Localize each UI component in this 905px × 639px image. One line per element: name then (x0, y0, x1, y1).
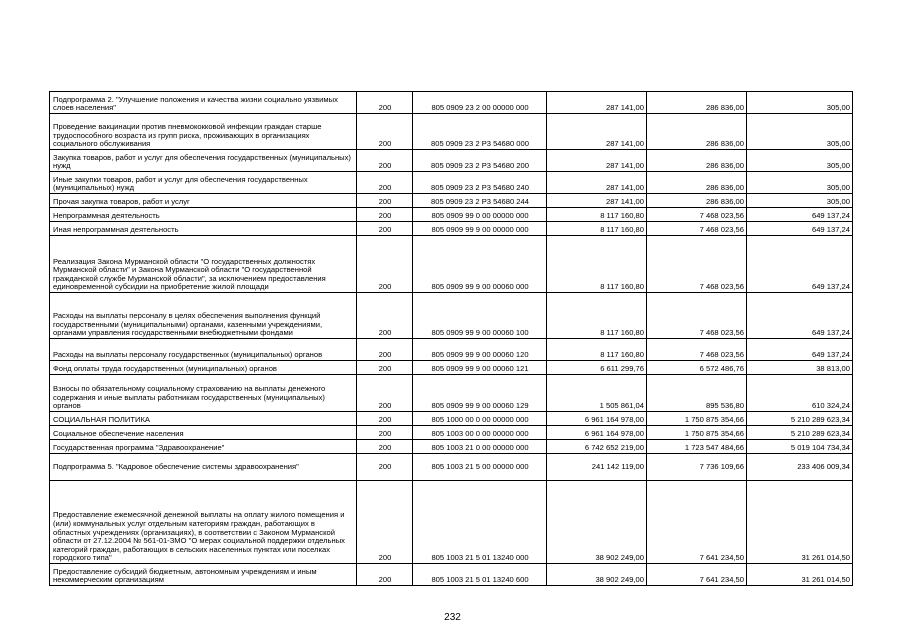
row-amount-executed: 7 468 023,56 (647, 208, 747, 222)
row-amount-approved: 8 117 160,80 (547, 222, 647, 236)
row-amount-approved: 287 141,00 (547, 194, 647, 208)
row-name: Иные закупки товаров, работ и услуг для обеспечения государственных (муниципальных) нужд (50, 172, 357, 194)
row-ved: 200 (357, 440, 413, 454)
row-amount-unexecuted: 649 137,24 (747, 222, 853, 236)
row-name: Иная непрограммная деятельность (50, 222, 357, 236)
row-amount-approved: 6 742 652 219,00 (547, 440, 647, 454)
row-amount-approved: 6 961 164 978,00 (547, 412, 647, 426)
row-code: 805 1003 21 5 01 13240 600 (413, 564, 547, 586)
row-amount-approved: 8 117 160,80 (547, 208, 647, 222)
row-amount-executed: 1 750 875 354,66 (647, 412, 747, 426)
row-amount-executed: 1 750 875 354,66 (647, 426, 747, 440)
table-row (50, 454, 853, 481)
row-amount-executed: 7 641 234,50 (647, 564, 747, 586)
row-amount-approved: 8 117 160,80 (547, 339, 647, 361)
row-name: Подпрограмма 5. "Кадровое обеспечение системы здравоохранения" (50, 454, 357, 481)
row-amount-approved: 287 141,00 (547, 150, 647, 172)
row-amount-unexecuted: 610 324,24 (747, 375, 853, 412)
row-code: 805 1000 00 0 00 00000 000 (413, 412, 547, 426)
row-name: Предоставление субсидий бюджетным, автономным учреждениям и иным некоммерческим организациям (50, 564, 357, 586)
table-row (50, 150, 853, 172)
row-ved: 200 (357, 339, 413, 361)
row-name: Расходы на выплаты персоналу государственных (муниципальных) органов (50, 339, 357, 361)
table-row (50, 375, 853, 412)
row-name: СОЦИАЛЬНАЯ ПОЛИТИКА (50, 412, 357, 426)
table-row (50, 92, 853, 114)
row-code: 805 0909 99 9 00 00060 121 (413, 361, 547, 375)
table-row (50, 361, 853, 375)
row-amount-executed: 286 836,00 (647, 92, 747, 114)
table-row (50, 222, 853, 236)
row-amount-approved: 38 902 249,00 (547, 564, 647, 586)
row-name: Закупка товаров, работ и услуг для обеспечения государственных (муниципальных) нужд (50, 150, 357, 172)
row-amount-executed: 6 572 486,76 (647, 361, 747, 375)
row-amount-executed: 286 836,00 (647, 172, 747, 194)
row-amount-unexecuted: 305,00 (747, 114, 853, 150)
row-ved: 200 (357, 412, 413, 426)
row-ved: 200 (357, 375, 413, 412)
table-row (50, 293, 853, 339)
row-amount-executed: 7 641 234,50 (647, 481, 747, 564)
budget-table (49, 91, 853, 586)
row-amount-approved: 38 902 249,00 (547, 481, 647, 564)
row-name: Социальное обеспечение населения (50, 426, 357, 440)
row-amount-unexecuted: 5 210 289 623,34 (747, 426, 853, 440)
row-amount-executed: 7 468 023,56 (647, 293, 747, 339)
row-code: 805 0909 99 9 00 00060 100 (413, 293, 547, 339)
row-name: Проведение вакцинации против пневмококковой инфекции граждан старше трудоспособного возраста из групп риска, проживающих в организациях социального обслуживания (50, 114, 357, 150)
row-amount-approved: 287 141,00 (547, 114, 647, 150)
table-row (50, 236, 853, 293)
row-amount-unexecuted: 5 210 289 623,34 (747, 412, 853, 426)
row-name: Подпрограмма 2. "Улучшение положения и качества жизни социально уязвимых слоев населения" (50, 92, 357, 114)
row-amount-approved: 1 505 861,04 (547, 375, 647, 412)
row-code: 805 0909 23 2 P3 54680 244 (413, 194, 547, 208)
row-ved: 200 (357, 208, 413, 222)
row-amount-executed: 7 468 023,56 (647, 236, 747, 293)
row-name: Прочая закупка товаров, работ и услуг (50, 194, 357, 208)
table-row (50, 172, 853, 194)
table-row (50, 208, 853, 222)
row-amount-executed: 286 836,00 (647, 114, 747, 150)
table-row (50, 440, 853, 454)
row-code: 805 0909 99 9 00 00000 000 (413, 222, 547, 236)
row-amount-executed: 286 836,00 (647, 194, 747, 208)
row-ved: 200 (357, 194, 413, 208)
row-amount-executed: 286 836,00 (647, 150, 747, 172)
row-amount-executed: 7 468 023,56 (647, 339, 747, 361)
row-amount-approved: 8 117 160,80 (547, 236, 647, 293)
row-ved: 200 (357, 114, 413, 150)
row-amount-approved: 6 961 164 978,00 (547, 426, 647, 440)
row-amount-approved: 8 117 160,80 (547, 293, 647, 339)
table-row (50, 481, 853, 564)
row-code: 805 0909 23 2 P3 54680 000 (413, 114, 547, 150)
row-ved: 200 (357, 150, 413, 172)
row-name: Непрограммная деятельность (50, 208, 357, 222)
table-row (50, 114, 853, 150)
row-code: 805 0909 99 9 00 00060 129 (413, 375, 547, 412)
row-amount-executed: 1 723 547 484,66 (647, 440, 747, 454)
row-name: Расходы на выплаты персоналу в целях обеспечения выполнения функций государственными (муниципальными) органами, казенными учреждениями, органами управления государственными внебюджетными фондами (50, 293, 357, 339)
row-ved: 200 (357, 236, 413, 293)
row-ved: 200 (357, 293, 413, 339)
row-ved: 200 (357, 426, 413, 440)
row-code: 805 0909 23 2 00 00000 000 (413, 92, 547, 114)
row-amount-unexecuted: 649 137,24 (747, 208, 853, 222)
row-code: 805 0909 23 2 P3 54680 200 (413, 150, 547, 172)
row-amount-unexecuted: 31 261 014,50 (747, 481, 853, 564)
row-amount-unexecuted: 233 406 009,34 (747, 454, 853, 481)
row-amount-unexecuted: 305,00 (747, 172, 853, 194)
row-ved: 200 (357, 172, 413, 194)
row-ved: 200 (357, 481, 413, 564)
row-amount-unexecuted: 305,00 (747, 92, 853, 114)
row-amount-unexecuted: 5 019 104 734,34 (747, 440, 853, 454)
row-amount-approved: 287 141,00 (547, 92, 647, 114)
row-amount-unexecuted: 649 137,24 (747, 339, 853, 361)
row-code: 805 0909 99 0 00 00000 000 (413, 208, 547, 222)
row-amount-approved: 287 141,00 (547, 172, 647, 194)
row-amount-unexecuted: 305,00 (747, 194, 853, 208)
row-name: Реализация Закона Мурманской области "О государственных должностях Мурманской области" и Закона Мурманской области "О государственной гражданской службе Мурманской области", за исключением предоставления единовременной субсидии на приобретение жилой площади (50, 236, 357, 293)
table-row (50, 426, 853, 440)
row-ved: 200 (357, 222, 413, 236)
row-amount-approved: 241 142 119,00 (547, 454, 647, 481)
row-ved: 200 (357, 564, 413, 586)
table-row (50, 412, 853, 426)
row-ved: 200 (357, 454, 413, 481)
row-ved: 200 (357, 92, 413, 114)
row-name: Фонд оплаты труда государственных (муниципальных) органов (50, 361, 357, 375)
row-name: Предоставление ежемесячной денежной выплаты на оплату жилого помещения и (или) коммунальных услуг отдельным категориям граждан, работающих в областных учреждениях (организациях), в соответствии с Законом Мурманской области от 27.12.2004 № 561-01-ЗМО "О мерах социальной поддержки отдельных категорий граждан, работающих в сельских населенных пунктах или поселках городского типа" (50, 481, 357, 564)
row-amount-unexecuted: 649 137,24 (747, 236, 853, 293)
row-amount-executed: 7 468 023,56 (647, 222, 747, 236)
row-code: 805 0909 23 2 P3 54680 240 (413, 172, 547, 194)
row-code: 805 1003 21 5 01 13240 000 (413, 481, 547, 564)
row-amount-unexecuted: 38 813,00 (747, 361, 853, 375)
row-code: 805 1003 00 0 00 00000 000 (413, 426, 547, 440)
row-code: 805 0909 99 9 00 00060 000 (413, 236, 547, 293)
row-code: 805 0909 99 9 00 00060 120 (413, 339, 547, 361)
row-amount-executed: 7 736 109,66 (647, 454, 747, 481)
table-row (50, 339, 853, 361)
page-number: 232 (444, 612, 461, 623)
row-name: Взносы по обязательному социальному страхованию на выплаты денежного содержания и иные выплаты работникам государственных (муниципальных) органов (50, 375, 357, 412)
row-amount-unexecuted: 305,00 (747, 150, 853, 172)
budget-table-body (50, 92, 853, 586)
table-row (50, 564, 853, 586)
table-row (50, 194, 853, 208)
row-amount-unexecuted: 31 261 014,50 (747, 564, 853, 586)
row-amount-unexecuted: 649 137,24 (747, 293, 853, 339)
row-amount-executed: 895 536,80 (647, 375, 747, 412)
row-code: 805 1003 21 0 00 00000 000 (413, 440, 547, 454)
row-name: Государственная программа "Здравоохранение" (50, 440, 357, 454)
row-code: 805 1003 21 5 00 00000 000 (413, 454, 547, 481)
row-amount-approved: 6 611 299,76 (547, 361, 647, 375)
row-ved: 200 (357, 361, 413, 375)
